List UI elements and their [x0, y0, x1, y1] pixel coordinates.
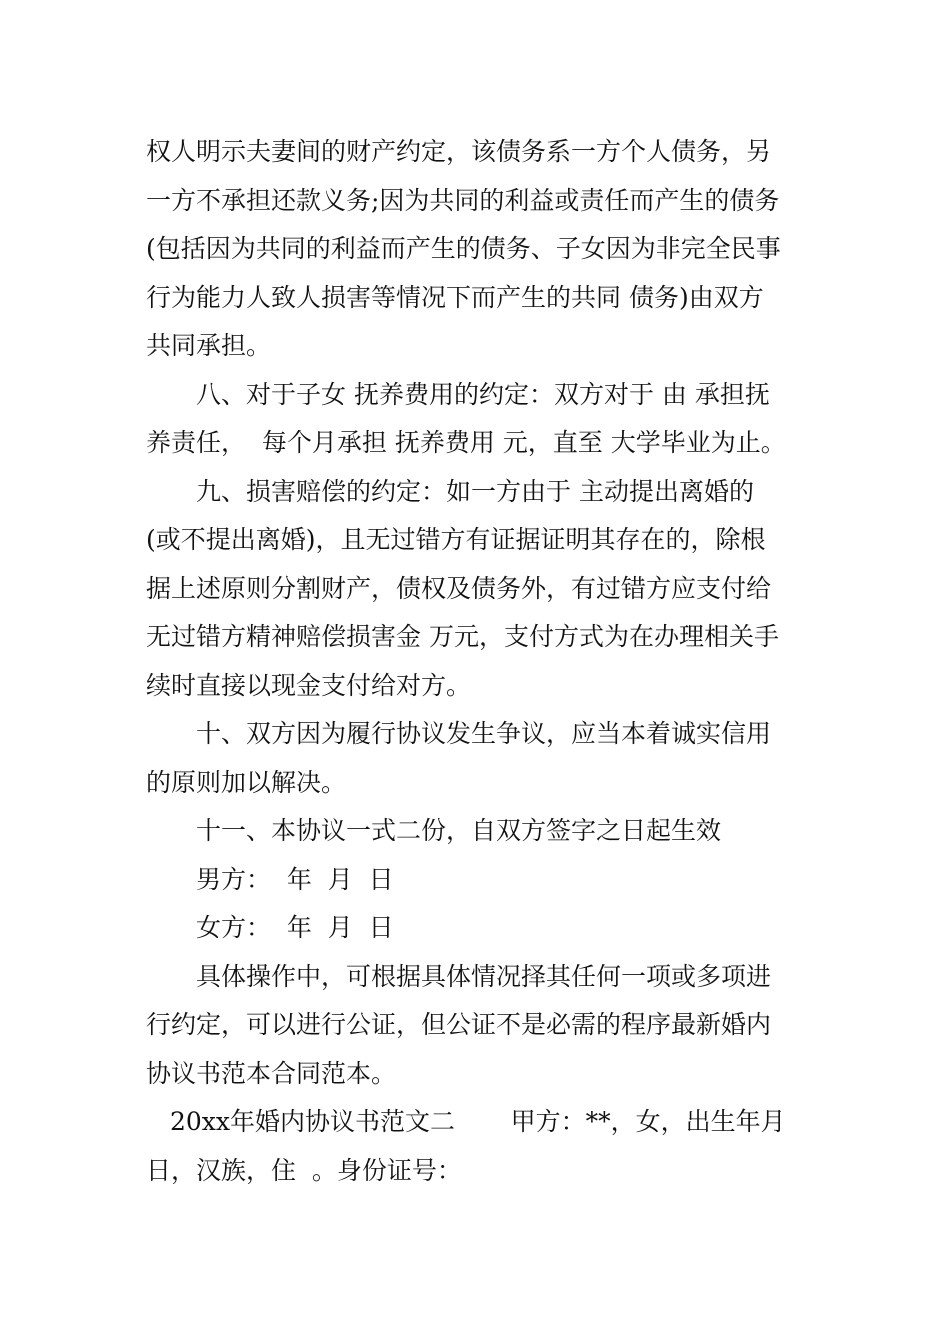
clause-nine-line: 九、损害赔偿的约定：如一方由于 主动提出离婚的 [196, 476, 754, 506]
text-line: (包括因为共同的利益而产生的债务、子女因为非完全民事 [146, 234, 781, 263]
text-line: 日，汉族，住 。身份证号： [146, 1155, 462, 1185]
clause-eight-line: 八、对于子女 抚养费用的约定：双方对于 由 承担抚 [196, 379, 770, 409]
text-line: 无过错方精神赔偿损害金 万元，支付方式为在办理相关手 [146, 622, 779, 651]
text-line: 协议书范本合同范本。 [146, 1058, 397, 1088]
text-line: 共同承担。 [146, 331, 272, 360]
text-line: 一方不承担还款义务;因为共同的利益或责任而产生的债务 [146, 185, 780, 215]
text-line: 养责任， 每个月承担 抚养费用 元，直至 大学毕业为止。 [146, 428, 786, 457]
note-line: 具体操作中，可根据具体情况择其任何一项或多项进 [196, 961, 772, 991]
husband-signature-line: 男方： 年 月 日 [196, 864, 394, 894]
text-line: 据上述原则分割财产，债权及债务外，有过错方应支付给 [146, 573, 772, 603]
text-line: 的原则加以解决。 [146, 767, 347, 797]
text-line: 续时直接以现金支付给对方。 [146, 670, 472, 700]
wife-signature-line: 女方： 年 月 日 [196, 913, 394, 942]
text-line: 权人明示夫妻间的财产约定，该债务系一方个人债务，另 [146, 137, 772, 166]
text-line: 行约定，可以进行公证，但公证不是必需的程序最新婚内 [146, 1010, 772, 1039]
text-line: 行为能力人致人损害等情况下而产生的共同 债务)由双方 [146, 282, 764, 312]
sample-two-heading-line: 20xx年婚内协议书范文二 甲方：**，女，出生年月 [170, 1107, 786, 1136]
text-line: (或不提出离婚)，且无过错方有证据证明其存在的，除根 [146, 525, 766, 554]
document-body [146, 128, 810, 1195]
clause-ten-line: 十、双方因为履行协议发生争议，应当本着诚实信用 [196, 719, 772, 748]
clause-eleven-line: 十一、本协议一式二份，自双方签字之日起生效 [196, 816, 722, 845]
